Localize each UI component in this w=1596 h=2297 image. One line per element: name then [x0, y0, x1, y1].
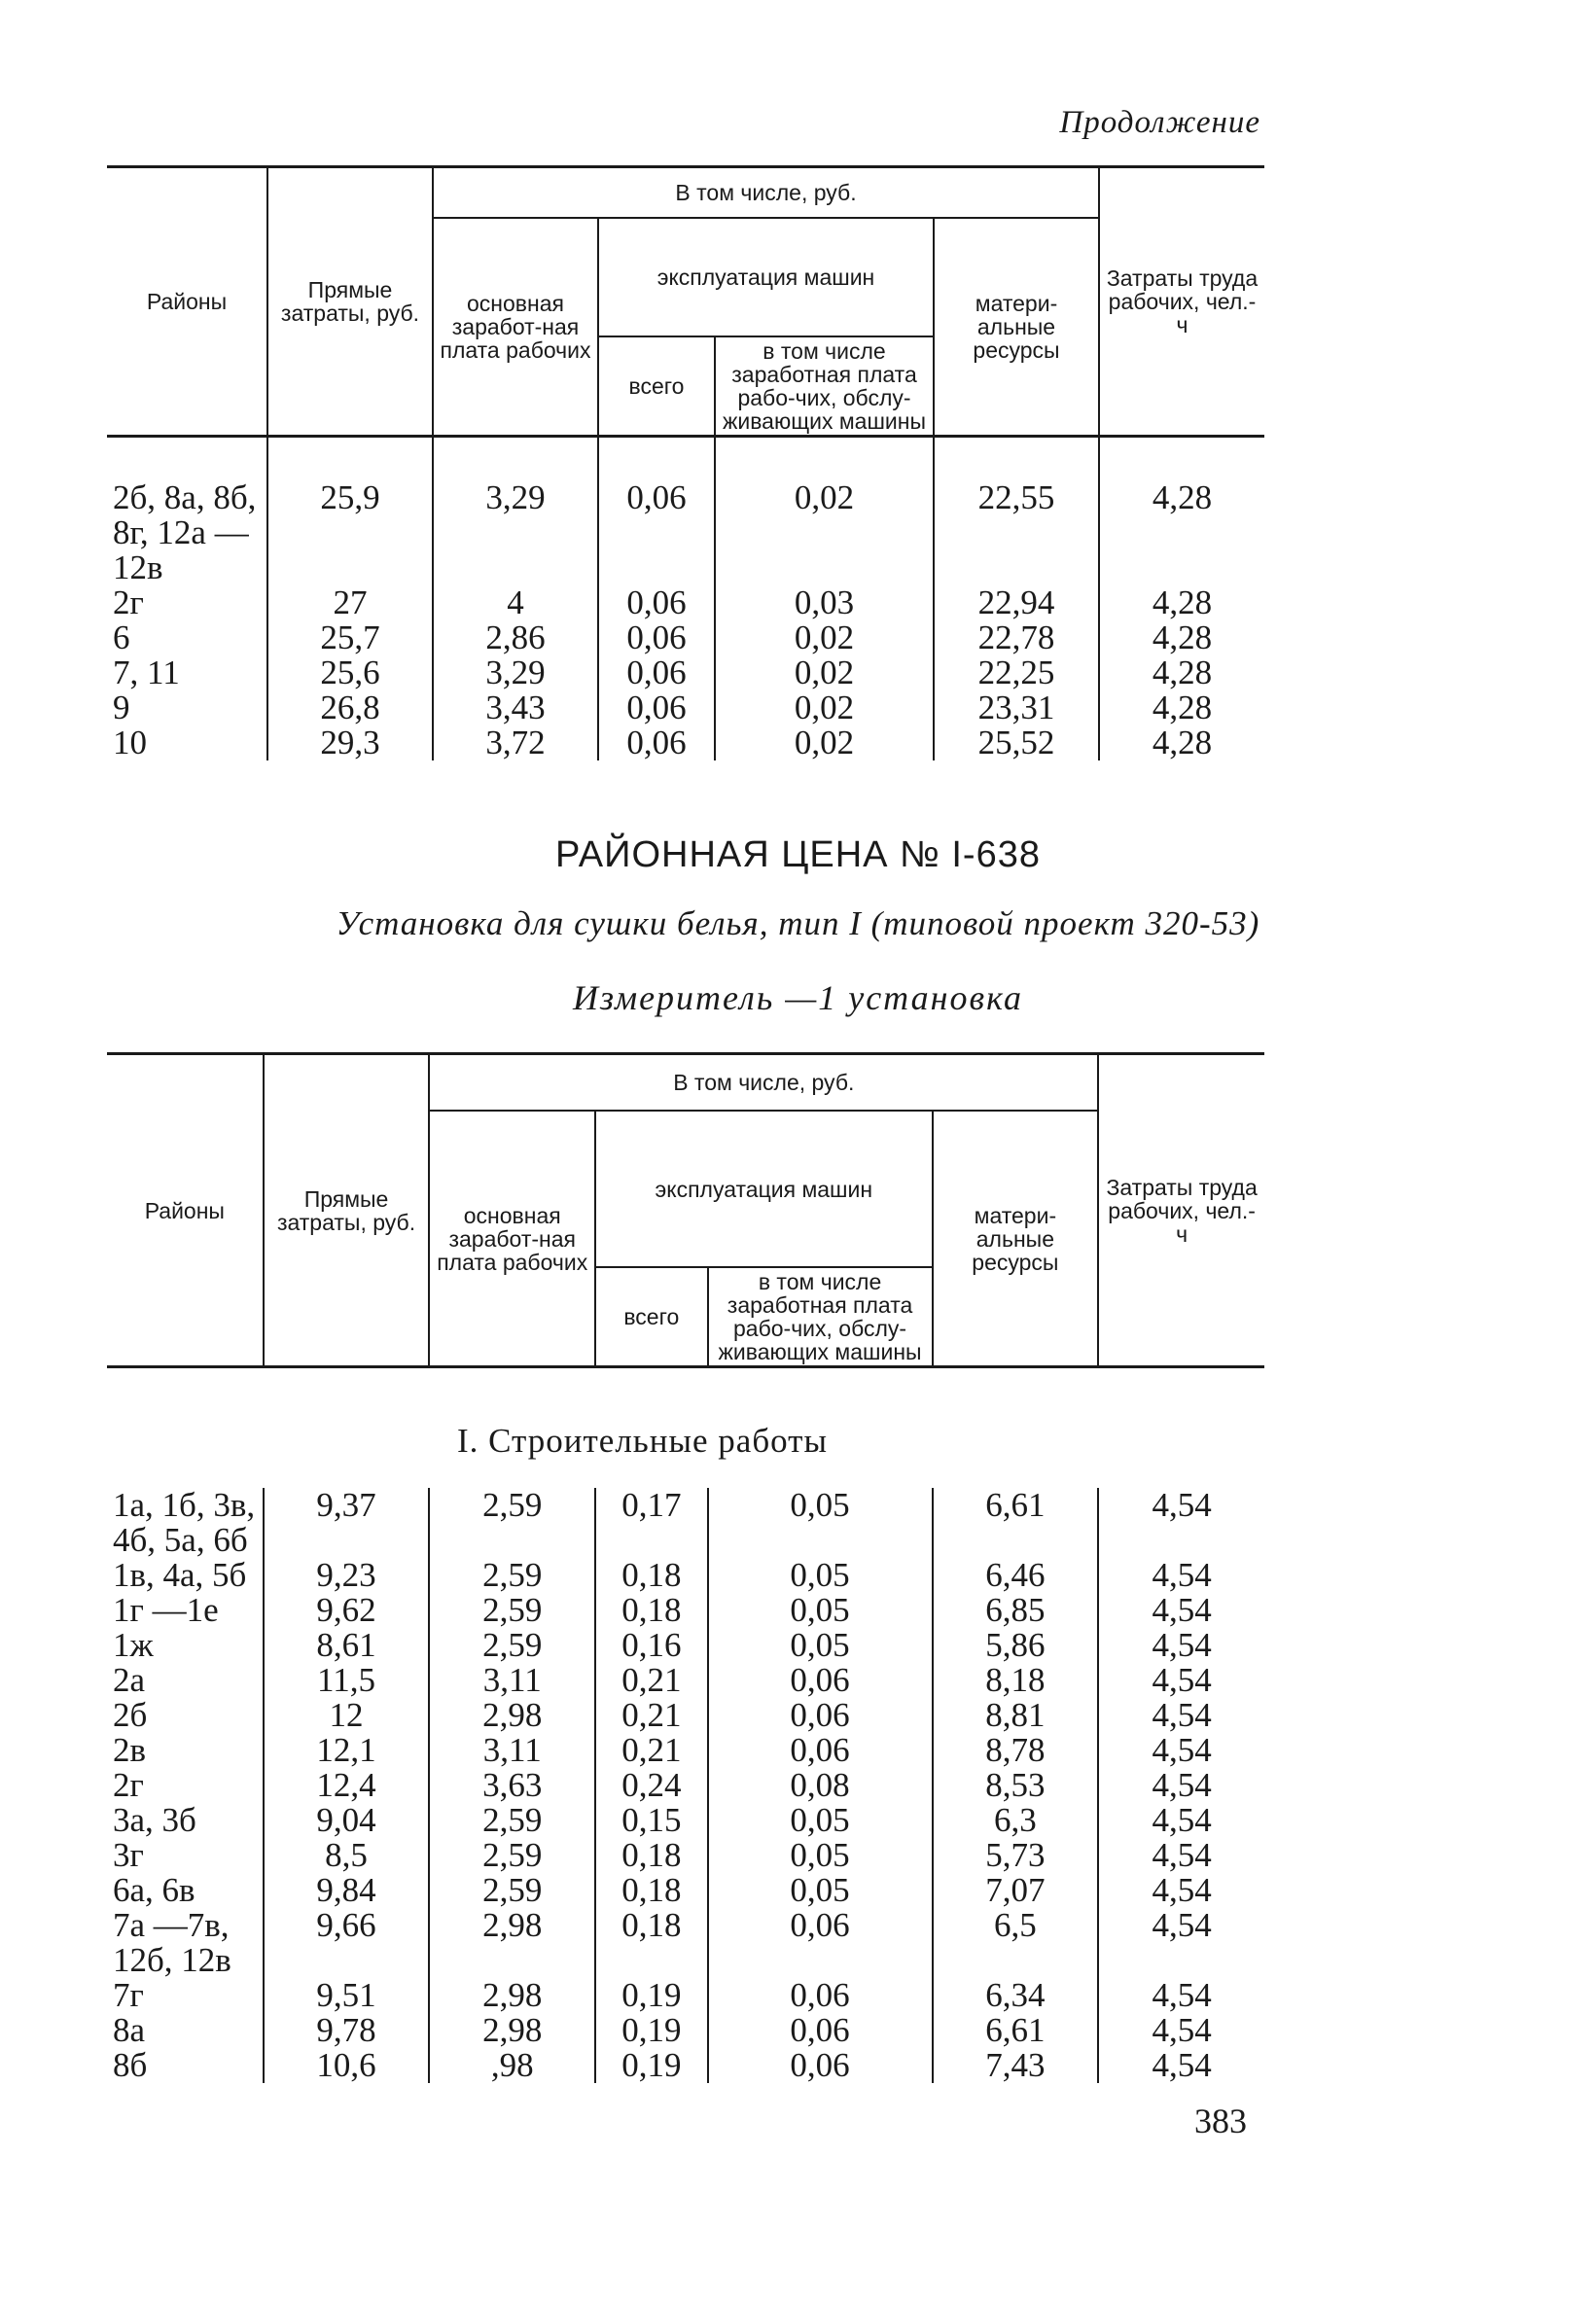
cell-mach-wage: 0,02 [715, 690, 934, 725]
section-title: I. Строительные работы [457, 1422, 828, 1460]
price-title: РАЙОННАЯ ЦЕНА № I-638 [555, 834, 1041, 875]
cell-wage: 2,59 [429, 1593, 595, 1628]
header-vsego: всего [598, 336, 715, 437]
cell-labor: 4,54 [1098, 1908, 1264, 1978]
cell-region: 1а, 1б, 3в, 4б, 5а, 6б [113, 1486, 256, 1559]
cell-mach-wage: 0,06 [708, 2013, 933, 2048]
cell-direct: 12 [264, 1698, 430, 1733]
cell-mach-wage: 0,06 [708, 1663, 933, 1698]
cell-labor: 4,54 [1098, 1733, 1264, 1768]
cell-labor: 4,54 [1098, 1873, 1264, 1908]
cell-labor: 4,54 [1098, 1558, 1264, 1593]
table-row [107, 620, 1264, 655]
cell-materials: 6,3 [933, 1803, 1099, 1838]
cell-wage: 2,59 [429, 1838, 595, 1873]
cell-total: 0,24 [595, 1768, 707, 1803]
cell-total: 0,06 [598, 690, 715, 725]
cell-mach-wage: 0,05 [708, 1628, 933, 1663]
install-title: Установка для сушки белья, тип I (типовой проект 320-53) [336, 904, 1260, 942]
cell-wage: 3,72 [433, 725, 598, 760]
cell-region: 8б [113, 2046, 148, 2084]
cell-direct: 8,61 [264, 1628, 430, 1663]
cell-region: 8а [113, 2011, 146, 2049]
cell-materials: 5,73 [933, 1838, 1099, 1873]
cell-materials: 22,25 [934, 655, 1099, 690]
cell-mach-wage: 0,03 [715, 585, 934, 620]
cell-total: 0,16 [595, 1628, 707, 1663]
cell-wage: 3,29 [433, 655, 598, 690]
cell-direct: 25,9 [267, 480, 433, 585]
table-row [107, 1873, 1264, 1908]
cell-region: 1в, 4а, 5б [113, 1556, 247, 1594]
price-table-continued [107, 165, 1264, 760]
price-table-i638 [107, 1052, 1264, 1368]
cell-region: 1г —1е [113, 1591, 219, 1629]
cell-direct: 25,7 [267, 620, 433, 655]
cell-direct: 9,66 [264, 1908, 430, 1978]
cell-labor: 4,54 [1098, 1488, 1264, 1558]
cell-direct: 12,1 [264, 1733, 430, 1768]
cell-materials: 23,31 [934, 690, 1099, 725]
cell-labor: 4,54 [1098, 2048, 1264, 2083]
cell-wage: 3,11 [429, 1663, 595, 1698]
header-vtom: В том числе, руб. [433, 167, 1099, 219]
cell-total: 0,18 [595, 1838, 707, 1873]
cell-region: 2б, 8а, 8б, 8г, 12а —12в [113, 478, 257, 586]
cell-direct: 11,5 [264, 1663, 430, 1698]
measure-title: Измеритель —1 установка [572, 978, 1024, 1017]
cell-region: 7а —7в, 12б, 12в [113, 1906, 231, 1979]
table-row [107, 1733, 1264, 1768]
cell-materials: 22,78 [934, 620, 1099, 655]
table-row [107, 1768, 1264, 1803]
table-row [107, 1803, 1264, 1838]
cell-region: 1ж [113, 1626, 154, 1664]
header-vtom-chisle: в том числе заработная плата рабо-чих, обслу-живающих машины [715, 336, 934, 437]
cell-labor: 4,54 [1098, 1698, 1264, 1733]
cell-materials: 6,61 [933, 1488, 1099, 1558]
cell-total: 0,06 [598, 480, 715, 585]
header-materialnye: матери-альные ресурсы [934, 218, 1099, 437]
cell-materials: 6,61 [933, 2013, 1099, 2048]
cell-labor: 4,28 [1099, 585, 1264, 620]
cell-region: 2г [113, 583, 144, 621]
cell-region: 7, 11 [113, 654, 180, 691]
cell-labor: 4,28 [1099, 725, 1264, 760]
cell-total: 0,19 [595, 2013, 707, 2048]
cell-materials: 22,94 [934, 585, 1099, 620]
header-pryamye-2: Прямые затраты, руб. [264, 1054, 430, 1367]
cell-region: 3а, 3б [113, 1801, 196, 1839]
cell-materials: 7,07 [933, 1873, 1099, 1908]
cell-wage: 2,59 [429, 1803, 595, 1838]
table-row [107, 690, 1264, 725]
cell-labor: 4,54 [1098, 1803, 1264, 1838]
cell-direct: 10,6 [264, 2048, 430, 2083]
cell-direct: 9,78 [264, 2013, 430, 2048]
cell-materials: 25,52 [934, 725, 1099, 760]
cell-materials: 8,53 [933, 1768, 1099, 1803]
header-rayony: Районы [107, 167, 267, 437]
cell-wage: 2,59 [429, 1873, 595, 1908]
cell-direct: 8,5 [264, 1838, 430, 1873]
header-vsego-2: всего [595, 1267, 707, 1367]
table-row [107, 2048, 1264, 2083]
cell-wage: 3,63 [429, 1768, 595, 1803]
cell-mach-wage: 0,06 [708, 1698, 933, 1733]
cell-total: 0,21 [595, 1698, 707, 1733]
table-row [107, 585, 1264, 620]
cell-materials: 6,85 [933, 1593, 1099, 1628]
cell-wage: 3,11 [429, 1733, 595, 1768]
cell-total: 0,21 [595, 1663, 707, 1698]
cell-materials: 8,18 [933, 1663, 1099, 1698]
cell-materials: 6,46 [933, 1558, 1099, 1593]
cell-mach-wage: 0,02 [715, 620, 934, 655]
cell-direct: 25,6 [267, 655, 433, 690]
cell-total: 0,18 [595, 1908, 707, 1978]
cell-mach-wage: 0,02 [715, 480, 934, 585]
table-row [107, 1838, 1264, 1873]
cell-materials: 8,78 [933, 1733, 1099, 1768]
table-row [107, 1978, 1264, 2013]
cell-region: 6 [113, 618, 130, 656]
table-row [107, 1488, 1264, 1558]
cell-total: 0,06 [598, 725, 715, 760]
table-row [107, 1558, 1264, 1593]
cell-wage: 3,29 [433, 480, 598, 585]
cell-total: 0,18 [595, 1593, 707, 1628]
header-osnovnaya-2: основная заработ-ная плата рабочих [429, 1111, 595, 1367]
table-row [107, 480, 1264, 585]
cell-labor: 4,54 [1098, 1978, 1264, 2013]
cell-labor: 4,54 [1098, 1838, 1264, 1873]
cell-materials: 7,43 [933, 2048, 1099, 2083]
cell-region: 2в [113, 1731, 147, 1769]
cell-total: 0,18 [595, 1558, 707, 1593]
cell-region: 2б [113, 1696, 148, 1734]
cell-region: 2а [113, 1661, 146, 1699]
cell-mach-wage: 0,06 [708, 1908, 933, 1978]
cell-mach-wage: 0,02 [715, 725, 934, 760]
header-zatraty-2: Затраты труда рабочих, чел.-ч [1098, 1054, 1264, 1367]
cell-direct: 9,23 [264, 1558, 430, 1593]
cell-materials: 5,86 [933, 1628, 1099, 1663]
cell-labor: 4,28 [1099, 655, 1264, 690]
cell-direct: 9,04 [264, 1803, 430, 1838]
table-row [107, 1593, 1264, 1628]
continuation-label: Продолжение [1059, 105, 1260, 140]
cell-total: 0,17 [595, 1488, 707, 1558]
cell-labor: 4,28 [1099, 480, 1264, 585]
header-pryamye: Прямые затраты, руб. [267, 167, 433, 437]
cell-materials: 6,34 [933, 1978, 1099, 2013]
table-row [107, 655, 1264, 690]
header-materialnye-2: матери-альные ресурсы [933, 1111, 1099, 1367]
cell-materials: 22,55 [934, 480, 1099, 585]
cell-direct: 12,4 [264, 1768, 430, 1803]
cell-wage: 2,86 [433, 620, 598, 655]
cell-mach-wage: 0,05 [708, 1593, 933, 1628]
table-row [107, 725, 1264, 760]
cell-wage: 2,59 [429, 1628, 595, 1663]
cell-materials: 6,5 [933, 1908, 1099, 1978]
cell-total: 0,15 [595, 1803, 707, 1838]
header-osnovnaya: основная заработ-ная плата рабочих [433, 218, 598, 437]
cell-region: 7г [113, 1976, 144, 2014]
cell-wage: 4 [433, 585, 598, 620]
table2-data [107, 1488, 1264, 2083]
cell-total: 0,19 [595, 2048, 707, 2083]
cell-total: 0,06 [598, 655, 715, 690]
table-row [107, 1628, 1264, 1663]
cell-mach-wage: 0,05 [708, 1558, 933, 1593]
header-vtom-2: В том числе, руб. [429, 1054, 1098, 1112]
cell-mach-wage: 0,02 [715, 655, 934, 690]
table-row [107, 1663, 1264, 1698]
cell-region: 10 [113, 724, 147, 761]
cell-mach-wage: 0,05 [708, 1803, 933, 1838]
header-ekspl: эксплуатация машин [598, 218, 934, 336]
table2-body [107, 1488, 1264, 2083]
cell-total: 0,19 [595, 1978, 707, 2013]
cell-direct: 9,37 [264, 1488, 430, 1558]
cell-materials: 8,81 [933, 1698, 1099, 1733]
cell-labor: 4,54 [1098, 1593, 1264, 1628]
page-number: 383 [1194, 2102, 1247, 2140]
cell-direct: 9,51 [264, 1978, 430, 2013]
cell-labor: 4,28 [1099, 620, 1264, 655]
cell-wage: 2,59 [429, 1488, 595, 1558]
cell-wage: 2,98 [429, 1978, 595, 2013]
cell-region: 3г [113, 1836, 144, 1874]
cell-labor: 4,54 [1098, 2013, 1264, 2048]
cell-wage: 2,98 [429, 2013, 595, 2048]
cell-mach-wage: 0,06 [708, 1733, 933, 1768]
header-zatraty: Затраты труда рабочих, чел.-ч [1099, 167, 1264, 437]
cell-mach-wage: 0,05 [708, 1873, 933, 1908]
cell-region: 9 [113, 689, 130, 726]
cell-labor: 4,54 [1098, 1768, 1264, 1803]
cell-total: 0,06 [598, 620, 715, 655]
cell-labor: 4,54 [1098, 1663, 1264, 1698]
table-row [107, 1698, 1264, 1733]
table-row [107, 2013, 1264, 2048]
cell-region: 6а, 6в [113, 1871, 195, 1909]
cell-wage: ,98 [429, 2048, 595, 2083]
cell-labor: 4,54 [1098, 1628, 1264, 1663]
cell-direct: 29,3 [267, 725, 433, 760]
cell-direct: 9,62 [264, 1593, 430, 1628]
cell-total: 0,21 [595, 1733, 707, 1768]
table1-body [107, 437, 1264, 761]
cell-wage: 2,59 [429, 1558, 595, 1593]
cell-mach-wage: 0,08 [708, 1768, 933, 1803]
cell-mach-wage: 0,06 [708, 1978, 933, 2013]
table-row [107, 1908, 1264, 1978]
cell-labor: 4,28 [1099, 690, 1264, 725]
header-rayony-2: Районы [107, 1054, 264, 1367]
cell-direct: 27 [267, 585, 433, 620]
cell-direct: 9,84 [264, 1873, 430, 1908]
cell-total: 0,06 [598, 585, 715, 620]
header-ekspl-2: эксплуатация машин [595, 1111, 932, 1267]
cell-mach-wage: 0,05 [708, 1838, 933, 1873]
cell-wage: 3,43 [433, 690, 598, 725]
cell-wage: 2,98 [429, 1908, 595, 1978]
cell-direct: 26,8 [267, 690, 433, 725]
header-vtom-chisle-2: в том числе заработная плата рабо-чих, обслу-живающих машины [708, 1267, 933, 1367]
cell-total: 0,18 [595, 1873, 707, 1908]
cell-region: 2г [113, 1766, 144, 1804]
cell-mach-wage: 0,05 [708, 1488, 933, 1558]
cell-mach-wage: 0,06 [708, 2048, 933, 2083]
cell-wage: 2,98 [429, 1698, 595, 1733]
